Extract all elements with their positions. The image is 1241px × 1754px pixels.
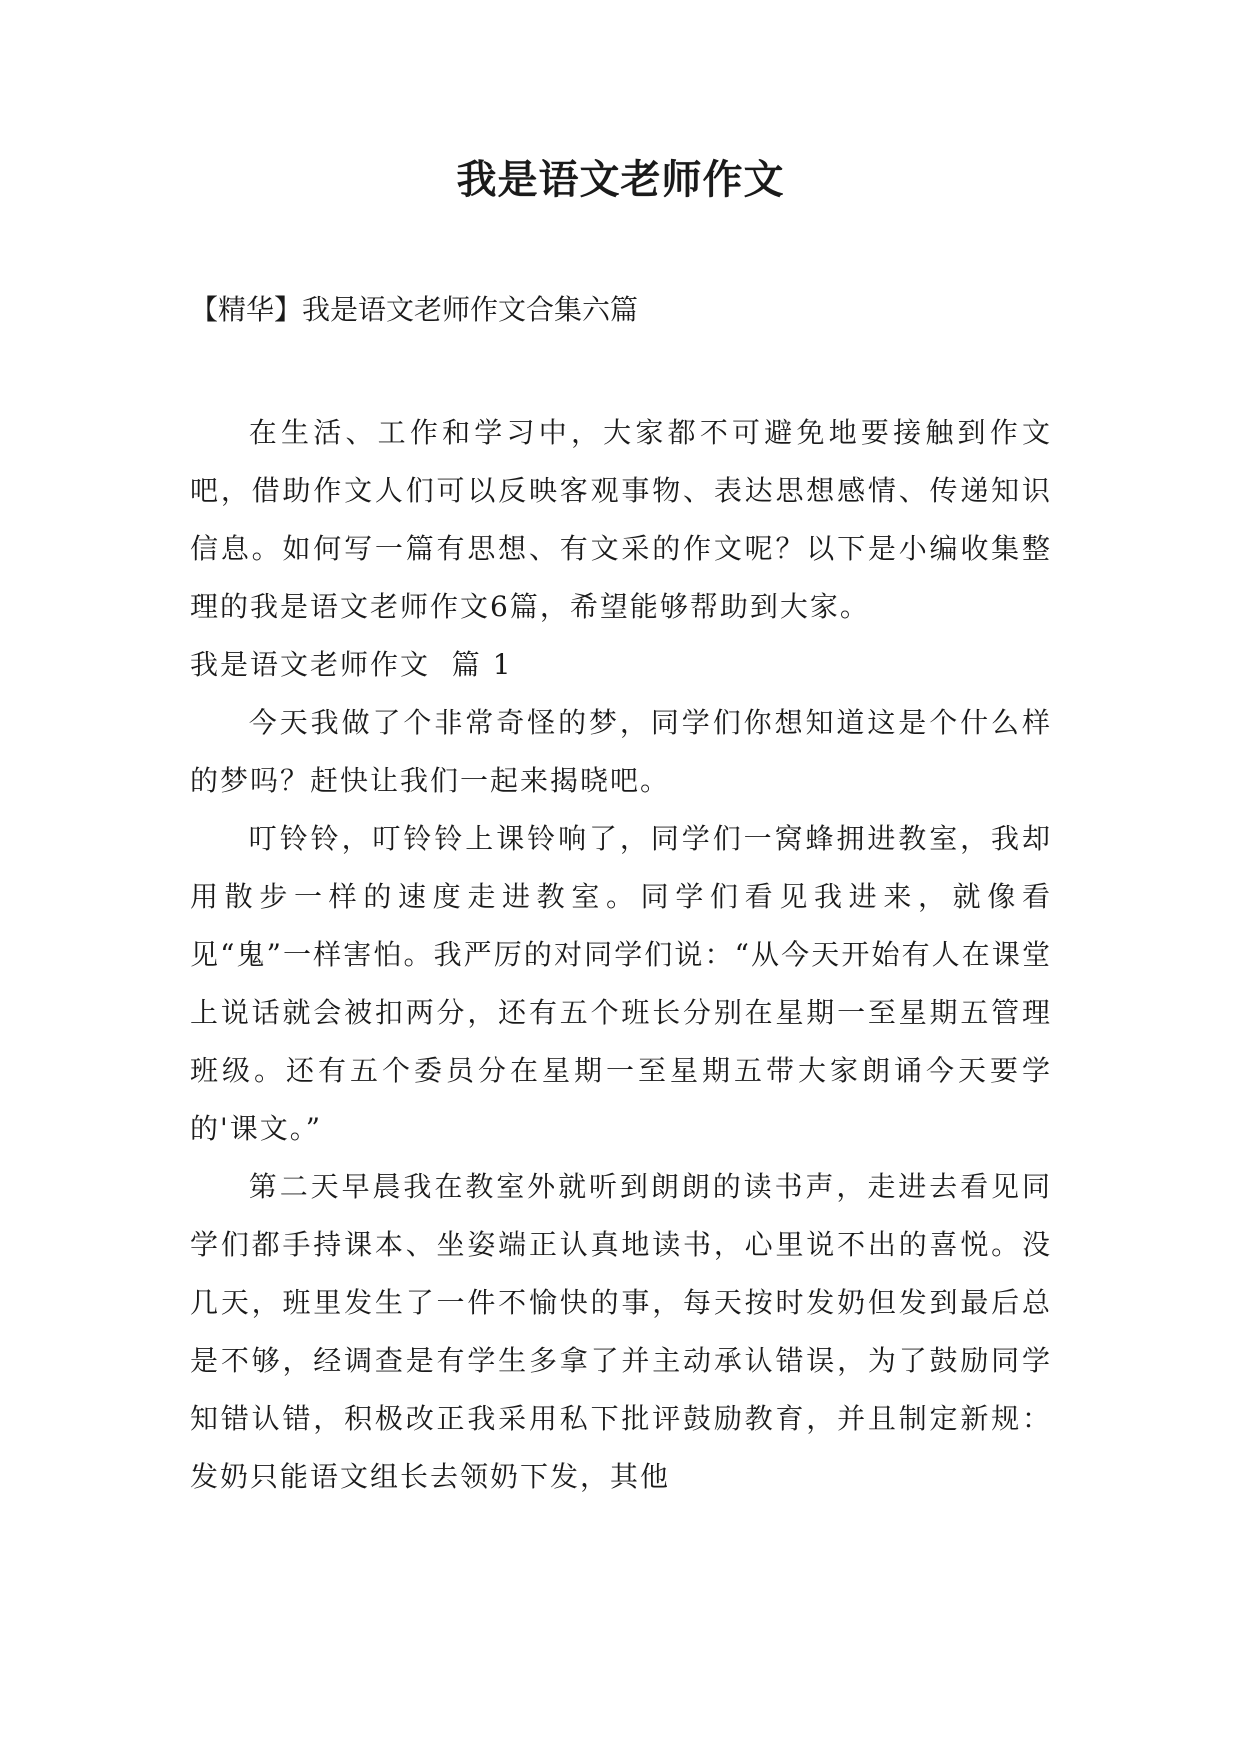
body-paragraph: 第二天早晨我在教室外就听到朗朗的读书声，走进去看见同学们都手持课本、坐姿端正认真地读书，心里说不出的喜悦。没几天，班里发生了一件不愉快的事，每天按时发奶但发到最后总是不够，经调查是有学生多拿了并主动承认错误，为了鼓励同学知错认错，积极改正我采用私下批评鼓励教育，并且制定新规：发奶只能语文组长去领奶下发，其他 (190, 1170, 1052, 1493)
document-subtitle: 【精华】我是语文老师作文合集六篇 (190, 293, 639, 326)
section-heading: 我是语文老师作文 篇 1 (190, 648, 513, 681)
intro-paragraph: 在生活、工作和学习中，大家都不可避免地要接触到作文吧，借助作文人们可以反映客观事物、表达思想感情、传递知识信息。如何写一篇有思想、有文采的作文呢？以下是小编收集整理的我是语文老师作文6篇，希望能够帮助到大家。 (190, 416, 1052, 623)
document-body (190, 404, 1052, 1506)
body-paragraph: 叮铃铃，叮铃铃上课铃响了，同学们一窝蜂拥进教室，我却用散步一样的速度走进教室。同学们看见我进来，就像看见“鬼”一样害怕。我严厉的对同学们说：“从今天开始有人在课堂上说话就会被扣两分，还有五个班长分别在星期一至星期五管理班级。还有五个委员分在星期一至星期五带大家朗诵今天要学的'课文。” (190, 822, 1052, 1145)
body-paragraph: 今天我做了个非常奇怪的梦，同学们你想知道这是个什么样的梦吗？赶快让我们一起来揭晓吧。 (190, 706, 1052, 797)
document-title: 我是语文老师作文 (456, 156, 785, 203)
